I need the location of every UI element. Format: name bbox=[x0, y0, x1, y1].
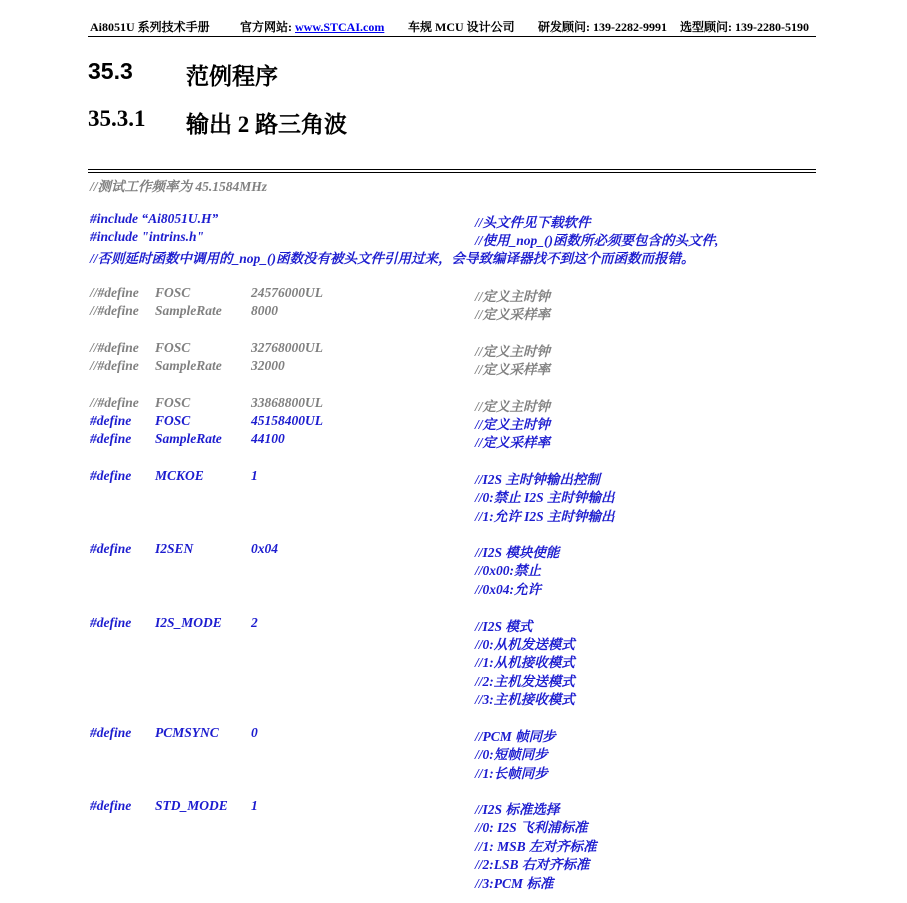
include-intrins: #include "intrins.h" bbox=[90, 229, 205, 244]
freq-comment: //测试工作频率为 45.1584MHz bbox=[90, 179, 268, 194]
define-value: 32768000UL bbox=[251, 340, 323, 355]
define-value: 1 bbox=[251, 798, 258, 813]
define-comment: //PCM 帧同步 bbox=[475, 729, 556, 744]
define-comment: //I2S 标准选择 bbox=[475, 802, 560, 817]
define-name: PCMSYNC bbox=[155, 725, 219, 740]
define-value: 44100 bbox=[251, 431, 285, 446]
define-comment: //I2S 主时钟输出控制 bbox=[475, 472, 600, 487]
include-intrins-comment: //使用_nop_()函数所必须要包含的头文件, bbox=[475, 233, 719, 248]
define-keyword: //#define bbox=[90, 303, 139, 318]
site-label bbox=[240, 18, 384, 35]
define-comment: //0:短帧同步 bbox=[475, 747, 548, 762]
define-name: FOSC bbox=[155, 395, 191, 410]
define-name: I2SEN bbox=[155, 541, 194, 556]
define-comment: //2:LSB 右对齐标准 bbox=[475, 857, 590, 872]
define-comment: //定义主时钟 bbox=[475, 344, 551, 359]
page-header bbox=[88, 18, 816, 37]
define-value: 45158400UL bbox=[251, 413, 323, 428]
define-comment: //0x00:禁止 bbox=[475, 563, 541, 578]
define-comment: //2:主机发送模式 bbox=[475, 674, 575, 689]
define-comment: //I2S 模式 bbox=[475, 619, 533, 634]
manual-title: Ai8051U 系列技术手册 bbox=[90, 20, 210, 34]
define-comment: //定义主时钟 bbox=[475, 289, 551, 304]
define-value: 32000 bbox=[251, 358, 285, 373]
site-label-text: 官方网站: bbox=[240, 20, 295, 34]
define-keyword: #define bbox=[90, 541, 132, 556]
define-comment: //定义采样率 bbox=[475, 362, 551, 377]
define-keyword: //#define bbox=[90, 285, 139, 300]
define-value: 0x04 bbox=[251, 541, 278, 556]
define-value: 33868800UL bbox=[251, 395, 323, 410]
define-name: SampleRate bbox=[155, 303, 222, 318]
define-name: FOSC bbox=[155, 413, 191, 428]
define-comment: //定义主时钟 bbox=[475, 417, 551, 432]
sales-contact: 选型顾问: 139-2280-5190 bbox=[680, 20, 809, 34]
define-keyword: #define bbox=[90, 431, 132, 446]
include-ai8051u-comment: //头文件见下载软件 bbox=[475, 215, 591, 230]
define-keyword: #define bbox=[90, 725, 132, 740]
section-title: 范例程序 bbox=[186, 63, 278, 89]
define-comment: //1:从机接收模式 bbox=[475, 655, 575, 670]
define-value: 0 bbox=[251, 725, 258, 740]
define-name: SampleRate bbox=[155, 431, 222, 446]
subsection-title: 输出 2 路三角波 bbox=[186, 112, 347, 137]
define-keyword: //#define bbox=[90, 340, 139, 355]
nop-warning-comment: //否则延时函数中调用的_nop_()函数没有被头文件引用过来，会导致编译器找不到这个而函数而报错。 bbox=[90, 251, 695, 266]
define-comment: //定义主时钟 bbox=[475, 399, 551, 414]
company-label: 车规 MCU 设计公司 bbox=[408, 20, 515, 34]
subsection-heading bbox=[88, 106, 488, 138]
define-keyword: //#define bbox=[90, 358, 139, 373]
define-name: MCKOE bbox=[155, 468, 204, 483]
define-comment: //定义采样率 bbox=[475, 435, 551, 450]
define-keyword: #define bbox=[90, 615, 132, 630]
define-name: FOSC bbox=[155, 340, 191, 355]
define-value: 8000 bbox=[251, 303, 278, 318]
define-comment: //3:主机接收模式 bbox=[475, 692, 575, 707]
include-ai8051u: #include “Ai8051U.H” bbox=[90, 211, 219, 226]
define-name: SampleRate bbox=[155, 358, 222, 373]
code-top-rule bbox=[88, 169, 816, 170]
define-comment: //0x04:允许 bbox=[475, 582, 541, 597]
define-comment: //定义采样率 bbox=[475, 307, 551, 322]
define-comment: //3:PCM 标准 bbox=[475, 876, 554, 891]
define-comment: //0:禁止 I2S 主时钟输出 bbox=[475, 490, 615, 505]
section-heading bbox=[88, 58, 488, 90]
define-name: STD_MODE bbox=[155, 798, 228, 813]
define-comment: //1:允许 I2S 主时钟输出 bbox=[475, 509, 615, 524]
define-comment: //0:从机发送模式 bbox=[475, 637, 575, 652]
rd-contact: 研发顾问: 139-2282-9991 bbox=[538, 20, 667, 34]
section-number: 35.3 bbox=[88, 58, 133, 84]
define-comment: //1:长帧同步 bbox=[475, 766, 548, 781]
define-keyword: #define bbox=[90, 798, 132, 813]
define-comment: //I2S 模块使能 bbox=[475, 545, 560, 560]
define-value: 1 bbox=[251, 468, 258, 483]
define-keyword: #define bbox=[90, 413, 132, 428]
define-comment: //0: I2S 飞利浦标准 bbox=[475, 820, 588, 835]
define-value: 2 bbox=[251, 615, 258, 630]
code-top-rule-2 bbox=[88, 172, 816, 173]
define-name: FOSC bbox=[155, 285, 191, 300]
subsection-number: 35.3.1 bbox=[88, 106, 146, 131]
define-comment: //1: MSB 左对齐标准 bbox=[475, 839, 597, 854]
define-keyword: #define bbox=[90, 468, 132, 483]
define-keyword: //#define bbox=[90, 395, 139, 410]
define-value: 24576000UL bbox=[251, 285, 323, 300]
site-link[interactable]: www.STCAI.com bbox=[295, 20, 385, 34]
define-name: I2S_MODE bbox=[155, 615, 222, 630]
